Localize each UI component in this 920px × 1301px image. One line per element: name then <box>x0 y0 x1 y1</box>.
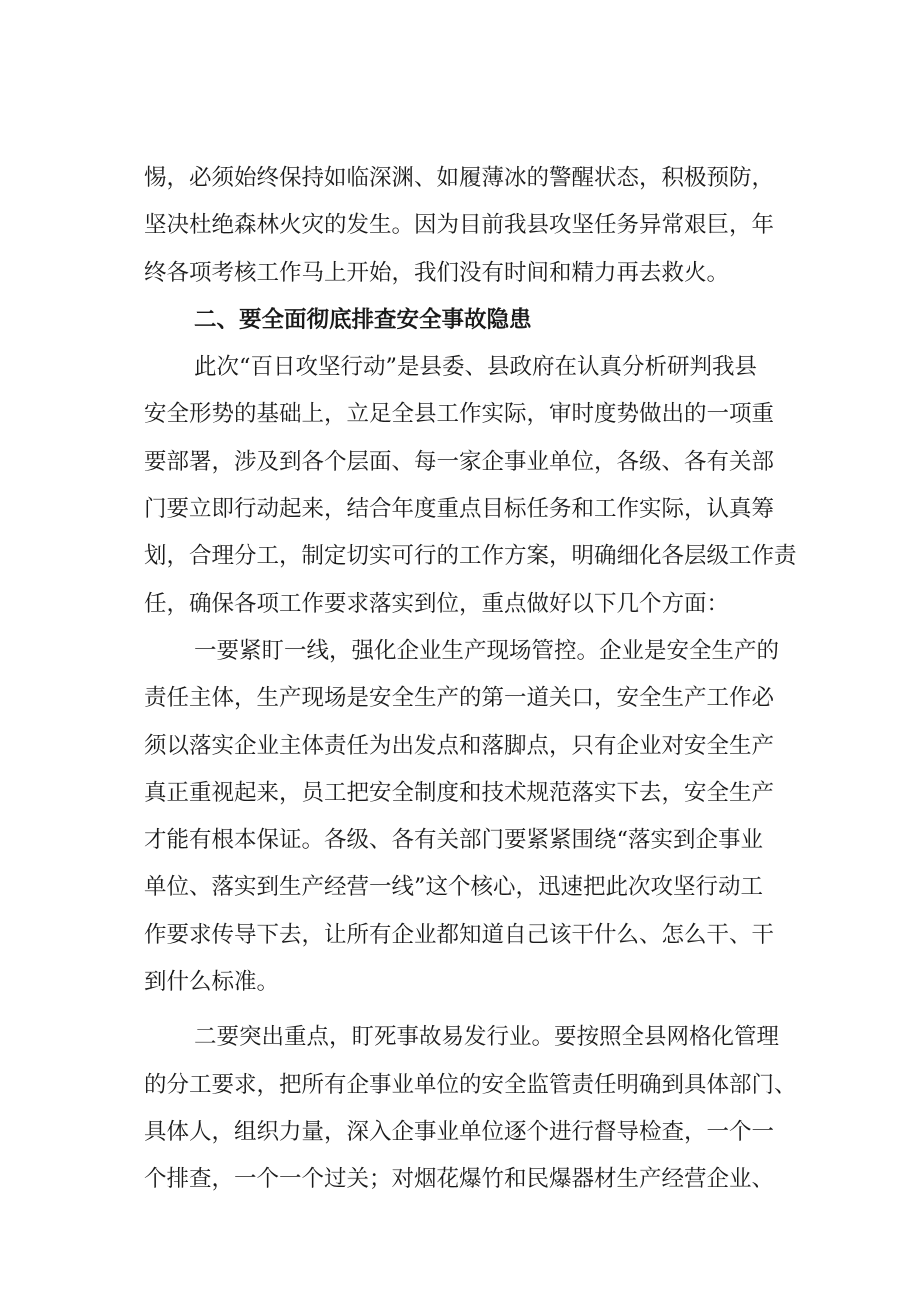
text-line: 具体人，组织力量，深入企事业单位逐个进行督导检查，一个一 <box>144 1118 775 1145</box>
text-line: 作要求传导下去，让所有企业都知道自己该干什么、怎么干、干 <box>144 921 775 948</box>
section-heading: 二、要全面彻底排查安全事故隐患 <box>194 306 532 333</box>
text-line: 终各项考核工作马上开始，我们没有时间和精力再去救火。 <box>144 259 730 286</box>
text-line: 门要立即行动起来，结合年度重点目标任务和工作实际，认真筹 <box>144 496 775 523</box>
text-line: 单位、落实到生产经营一线”这个核心，迅速把此次攻坚行动工 <box>144 874 764 901</box>
text-line: 划，合理分工，制定切实可行的工作方案，明确细化各层级工作责 <box>144 543 797 570</box>
document-body <box>144 155 814 1204</box>
text-line: 真正重视起来，员工把安全制度和技术规范落实下去，安全生产 <box>144 779 775 806</box>
text-line: 要部署，涉及到各个层面、每一家企事业单位，各级、各有关部 <box>144 448 775 475</box>
text-line: 任，确保各项工作要求落实到位，重点做好以下几个方面： <box>144 590 730 617</box>
text-line: 个排查，一个一个过关；对烟花爆竹和民爆器材生产经营企业、 <box>144 1166 775 1193</box>
text-line: 此次“百日攻坚行动”是县委、县政府在认真分析研判我县 <box>194 354 758 381</box>
text-line: 坚决杜绝森林火灾的发生。因为目前我县攻坚任务异常艰巨，年 <box>144 212 775 239</box>
text-line: 一要紧盯一线，强化企业生产现场管控。企业是安全生产的 <box>194 637 780 664</box>
text-line: 才能有根本保证。各级、各有关部门要紧紧围绕“落实到企事业 <box>144 827 764 854</box>
text-line: 到什么标准。 <box>144 969 280 996</box>
text-line: 责任主体，生产现场是安全生产的第一道关口，安全生产工作必 <box>144 685 775 712</box>
text-line: 惕，必须始终保持如临深渊、如履薄冰的警醒状态，积极预防， <box>144 165 775 191</box>
text-line: 须以落实企业主体责任为出发点和落脚点，只有企业对安全生产 <box>144 732 775 759</box>
text-line: 的分工要求，把所有企事业单位的安全监管责任明确到具体部门、 <box>144 1071 797 1098</box>
text-line: 安全形势的基础上，立足全县工作实际，审时度势做出的一项重 <box>144 401 775 428</box>
paragraph-gap <box>144 1006 814 1014</box>
text-line: 二要突出重点，盯死事故易发行业。要按照全县网格化管理 <box>194 1024 780 1051</box>
